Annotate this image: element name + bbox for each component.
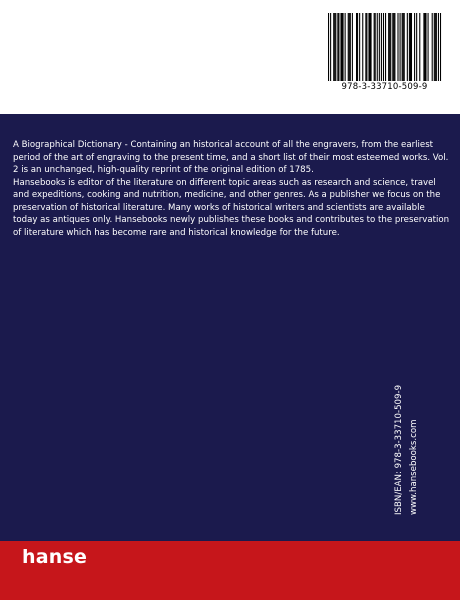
barcode-bar bbox=[407, 13, 408, 81]
barcode-bar bbox=[356, 13, 357, 81]
barcode-bar bbox=[432, 13, 433, 81]
vertical-isbn-info bbox=[392, 315, 422, 515]
barcode-bar bbox=[333, 13, 334, 81]
hanse-logo: hanse bbox=[22, 546, 88, 568]
barcode-bar bbox=[404, 13, 405, 81]
barcode-bar bbox=[330, 13, 331, 81]
barcode-bar bbox=[423, 13, 424, 81]
barcode-bar bbox=[428, 13, 429, 81]
barcode-bar bbox=[375, 13, 376, 81]
barcode-bar bbox=[414, 13, 415, 81]
barcode-bar bbox=[419, 13, 420, 81]
barcode-bar bbox=[438, 13, 439, 81]
barcode-bar bbox=[350, 13, 351, 81]
barcode-bar bbox=[349, 13, 350, 81]
barcode-bar bbox=[392, 13, 393, 81]
barcode-bar bbox=[388, 13, 389, 81]
barcode-bar bbox=[434, 13, 435, 81]
barcode-bar bbox=[403, 13, 404, 81]
barcode-bar bbox=[334, 13, 335, 81]
barcode-bar bbox=[369, 13, 370, 81]
barcode-bar bbox=[400, 13, 401, 81]
barcode-bar bbox=[345, 13, 346, 81]
barcode-bar bbox=[343, 13, 344, 81]
barcode-bar bbox=[368, 13, 369, 81]
barcode-number: 978-3-33710-509-9 bbox=[341, 82, 428, 92]
barcode-bar bbox=[352, 13, 353, 81]
barcode-bar bbox=[416, 13, 417, 81]
barcode-bar bbox=[410, 13, 411, 81]
barcode-bar bbox=[394, 13, 395, 81]
barcode-bar bbox=[340, 13, 341, 81]
barcode-bar bbox=[402, 13, 403, 81]
barcode-bar bbox=[389, 13, 390, 81]
barcode-bar bbox=[409, 13, 410, 81]
barcode-bar bbox=[424, 13, 425, 81]
barcode-bar bbox=[379, 13, 380, 81]
barcode-bar bbox=[338, 13, 339, 81]
isbn-line: ISBN/EAN: 978-3-33710-509-9 bbox=[394, 384, 404, 515]
website-line: www.hansebooks.com bbox=[409, 419, 419, 515]
barcode-bar bbox=[359, 13, 360, 81]
barcode-bars bbox=[322, 13, 447, 81]
barcode-bar bbox=[341, 13, 342, 81]
book-description bbox=[13, 139, 451, 239]
barcode-bar bbox=[383, 13, 384, 81]
barcode-bar bbox=[440, 13, 441, 81]
description-paragraph-2: Hansebooks is editor of the literature on different topic areas such as research and science, travel and expeditions, cooking and nutrition, medicine, and other genres. As a publisher we focus on the preservation of historical literature. Many works of historical writers and scientists are available today as antiques only. Hansebooks newly publishes these books and contributes to the preservation of literature which has become rare and historical knowledge for the future. bbox=[13, 177, 450, 238]
barcode-bar bbox=[393, 13, 394, 81]
barcode-bar bbox=[362, 13, 363, 81]
barcode-bar bbox=[436, 13, 437, 81]
barcode-bar bbox=[381, 13, 382, 81]
barcode-bar bbox=[337, 13, 338, 81]
barcode-bar bbox=[435, 13, 436, 81]
barcode-bar bbox=[390, 13, 391, 81]
description-paragraph-1: A Biographical Dictionary - Containing an historical account of all the engravers, from the earliest period of the art of engraving to the present time, and a short list of their most esteemed works. Vol. 2 is an unchanged, high-quality reprint of the original edition of 1785. bbox=[13, 140, 449, 175]
barcode-bar bbox=[366, 13, 367, 81]
barcode-bar bbox=[411, 13, 412, 81]
barcode-bar bbox=[328, 13, 329, 81]
barcode-bar bbox=[397, 13, 398, 81]
barcode-bar bbox=[377, 13, 378, 81]
barcode-bar bbox=[365, 13, 366, 81]
barcode-bar bbox=[374, 13, 375, 81]
barcode-bar bbox=[371, 13, 372, 81]
barcode-bar bbox=[335, 13, 336, 81]
barcode bbox=[322, 13, 447, 99]
barcode-bar bbox=[357, 13, 358, 81]
barcode-bar bbox=[348, 13, 349, 81]
barcode-bar bbox=[385, 13, 386, 81]
barcode-bar bbox=[425, 13, 426, 81]
